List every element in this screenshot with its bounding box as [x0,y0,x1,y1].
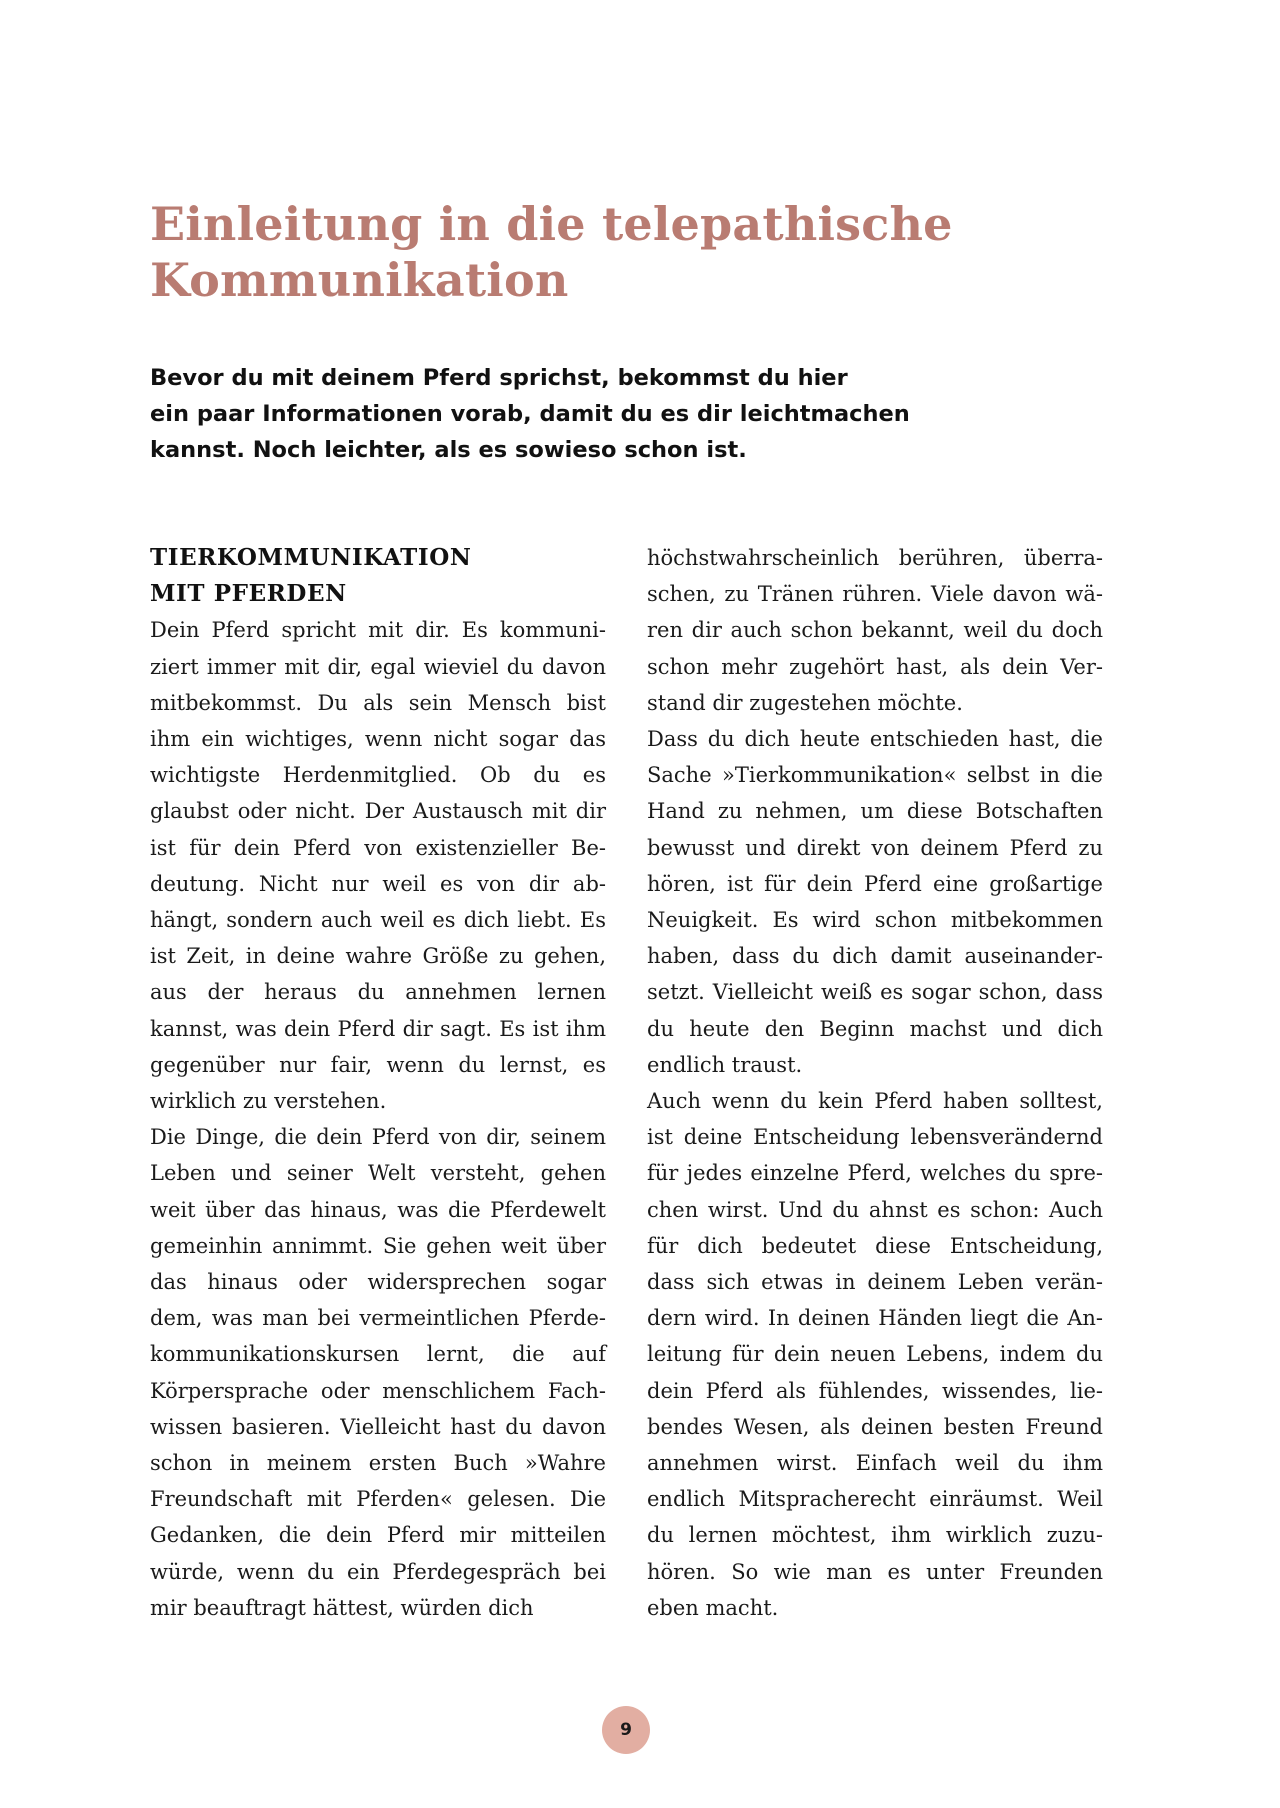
intro-line: ein paar Informationen vorab, damit du es dir leichtmachen [150,401,910,427]
page-title-line: Kommunikation [150,253,569,307]
intro-line: Bevor du mit deinem Pferd sprichst, bekommst du hier [150,365,848,391]
page-title [150,196,1130,308]
intro-line: kannst. Noch leichter, als es sowieso schon ist. [150,437,747,463]
section-heading-line: MIT PFERDEN [150,580,347,608]
right-text-column [647,540,1103,1626]
section-heading-line: TIERKOMMUNIKATION [150,544,472,571]
page-number: 9 [620,1720,632,1740]
body-paragraph: Dass du dich heute entschieden hast, die Sache »Tierkommunikation« selbst in die Hand zu nehmen, um diese Botschaften bewusst und direkt von deinem Pferd zu hören, ist für dein Pferd eine großartige Neuigkeit. Es wird schon mitbekommen haben, dass du dich damit auseinandersetzt. Vielleicht weiß es sogar schon, dass du heute den Beginn machst und dich endlich traust. [647,727,1103,1077]
body-paragraph: Auch wenn du kein Pferd haben solltest, ist deine Entscheidung lebensverändernd für jedes einzelne Pferd, welches du sprechen wirst. Und du ahnst es schon: Auch für dich bedeutet diese Entscheidung, dass sich etwas in deinem Leben verändern wird. In deinen Händen liegt die Anleitung für dein neuen Lebens, indem du dein Pferd als fühlendes, wissendes, liebendes Wesen, als deinen besten Freund annehmen wirst. Einfach weil du ihm endlich Mitspracherecht einräumst. Weil du lernen möchtest, ihm wirklich zuzuhören. So wie man es unter Freunden eben macht. [647,1089,1103,1620]
body-paragraph: Die Dinge, die dein Pferd von dir, seinem Leben und seiner Welt versteht, gehen weit über das hinaus, was die Pferdewelt gemeinhin annimmt. Sie gehen weit über das hinaus oder widersprechen sogar dem, was man bei vermeintlichen Pferdekommunikationskursen lernt, die auf Körpersprache oder menschlichem Fachwissen basieren. Vielleicht hast du davon schon in meinem ersten Buch »Wahre Freundschaft mit Pferden« gelesen. Die Gedanken, die dein Pferd mir mitteilen würde, wenn du ein Pferdegespräch bei mir beauftragt hättest, würden dich [150,1125,606,1620]
page-title-line: Einleitung in die telepathische [150,197,953,251]
body-paragraph: Dein Pferd spricht mit dir. Es kommuniziert immer mit dir, egal wieviel du davon mitbekommst. Du als sein Mensch bist ihm ein wichtiges, wenn nicht sogar das wichtigste Herdenmitglied. Ob du es glaubst oder nicht. Der Austausch mit dir ist für dein Pferd von existenzieller Bedeutung. Nicht nur weil es von dir abhängt, sondern auch weil es dich liebt. Es ist Zeit, in deine wahre Größe zu gehen, aus der heraus du annehmen lernen kannst, was dein Pferd dir sagt. Es ist ihm gegenüber nur fair, wenn du lernst, es wirklich zu verstehen. [150,618,606,1114]
intro-lead-paragraph [150,360,1070,468]
page-number-badge [602,1706,650,1754]
section-heading [150,540,606,612]
body-paragraph: höchstwahrscheinlich berühren, überraschen, zu Tränen rühren. Viele davon wären dir auch schon bekannt, weil du doch schon mehr zugehört hast, als dein Verstand dir zugestehen möchte. [647,546,1103,715]
left-text-column [150,540,606,1626]
